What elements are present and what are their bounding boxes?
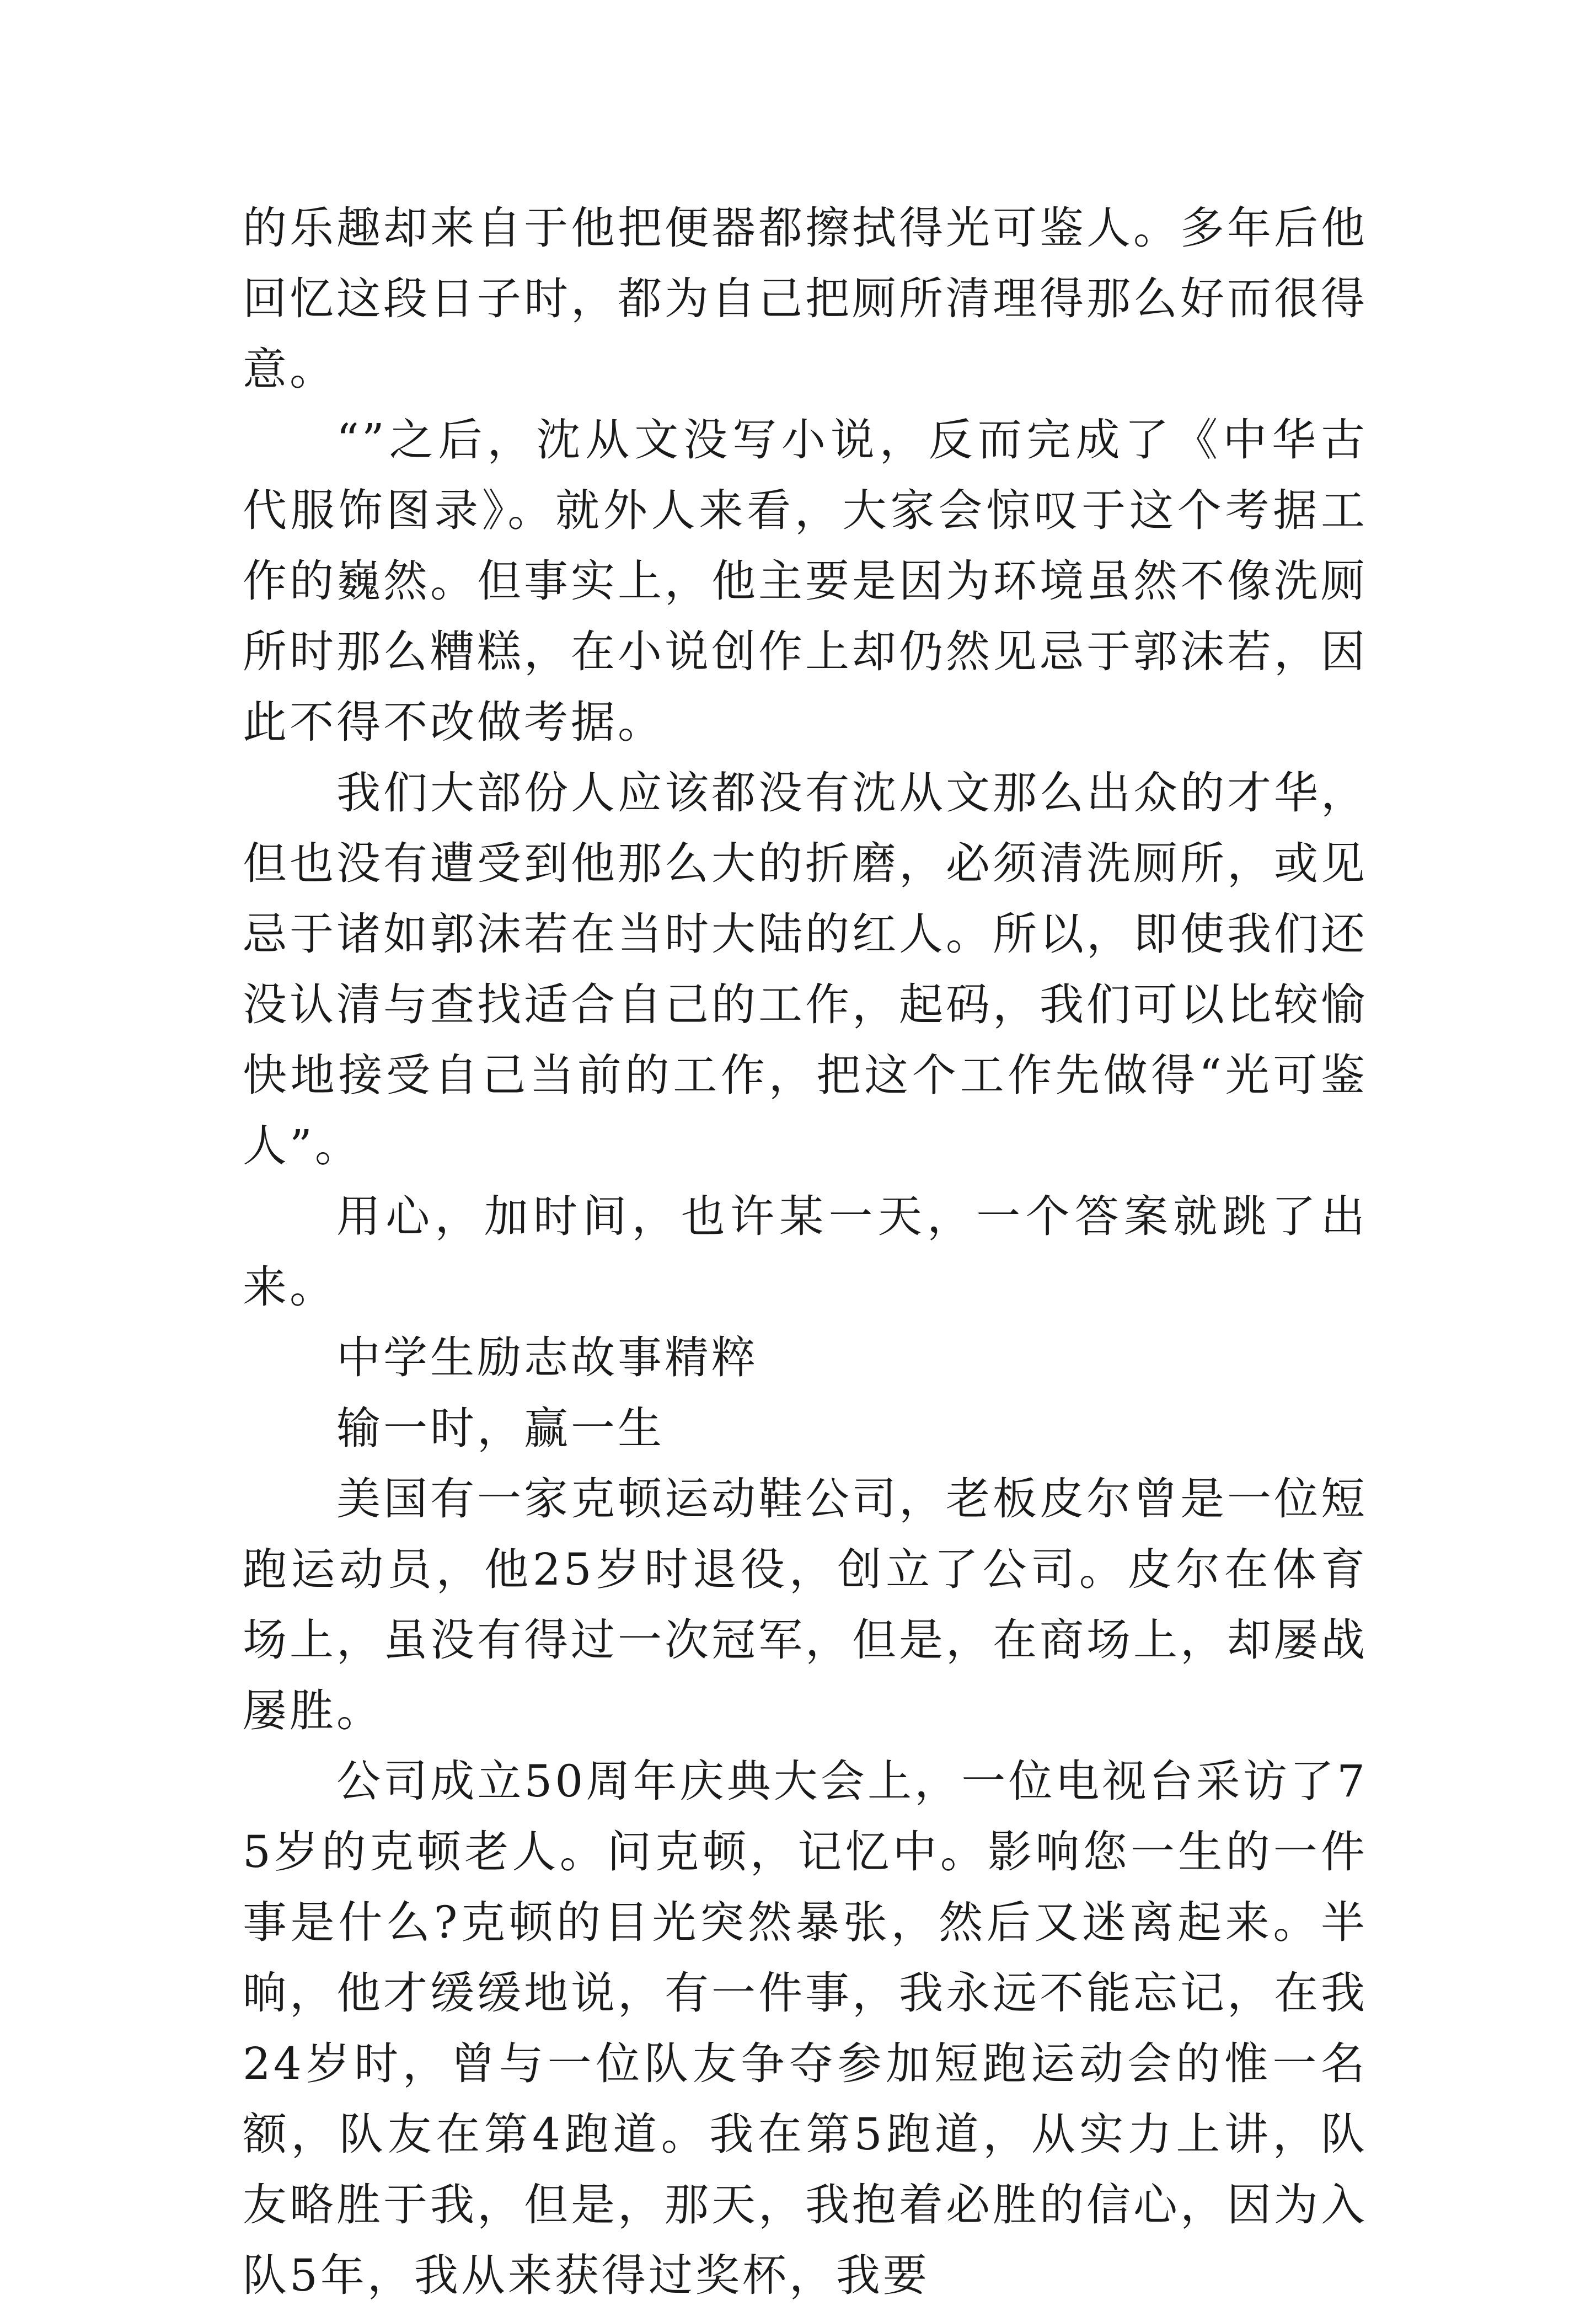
paragraph-1: 的乐趣却来自于他把便器都擦拭得光可鉴人。多年后他回忆这段日子时，都为自己把厕所清理得那么好而很得意。 <box>243 202 1368 395</box>
paragraph-6: 公司成立50周年庆典大会上，一位电视台采访了75岁的克顿老人。问克顿，记忆中。影响您一生的一件事是什么?克顿的目光突然暴张，然后又迷离起来。半晌，他才缓缓地说，有一件事，我永远不能忘记，在我24岁时，曾与一位队友争夺参加短跑运动会的惟一名额，队友在第4跑道。我在第5跑道，从实力上讲，队友略胜于我，但是，那天，我抱着必胜的信心，因为入队5年，我从来获得过奖杯，我要 <box>243 1756 1368 2301</box>
document-body <box>243 193 1368 2311</box>
paragraph-3: 我们大部份人应该都没有沈从文那么出众的才华，但也没有遭受到他那么大的折磨，必须清洗厕所，或见忌于诸如郭沫若在当时大陆的红人。所以，即使我们还没认清与查找适合自己的工作，起码，我们可以比较愉快地接受自己当前的工作，把这个工作先做得“光可鉴人”。 <box>243 767 1368 1171</box>
paragraph-4: 用心，加时间，也许某一天，一个答案就跳了出来。 <box>243 1191 1368 1313</box>
story-title: 输一时，赢一生 <box>336 1403 665 1454</box>
paragraph-2: “”之后，沈从文没写小说，反而完成了《中华古代服饰图录》。就外人来看，大家会惊叹于这个考据工作的巍然。但事实上，他主要是因为环境虽然不像洗厕所时那么糟糕，在小说创作上却仍然见忌于郭沫若，因此不得不改做考据。 <box>243 414 1368 748</box>
section-title: 中学生励志故事精粹 <box>336 1332 758 1383</box>
paragraph-5: 美国有一家克顿运动鞋公司，老板皮尔曾是一位短跑运动员，他25岁时退役，创立了公司。皮尔在体育场上，虽没有得过一次冠军，但是，在商场上，却屡战屡胜。 <box>243 1473 1368 1736</box>
